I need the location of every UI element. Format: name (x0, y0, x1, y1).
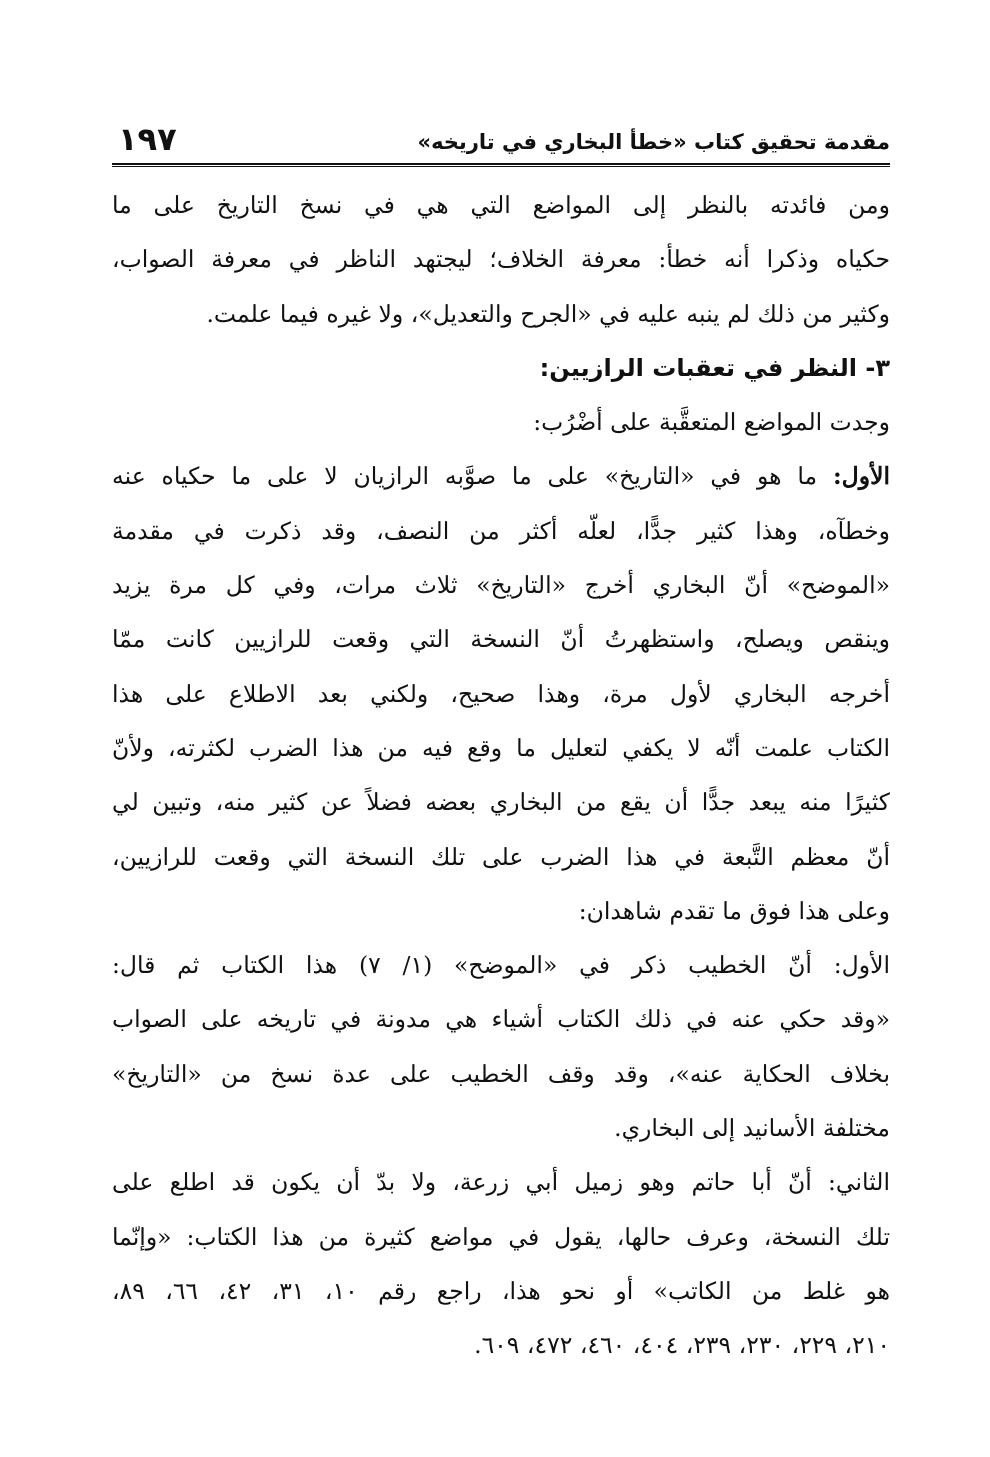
text-line (112, 667, 890, 721)
text-line (112, 830, 890, 884)
text-line (112, 612, 890, 666)
text-line (112, 449, 890, 503)
text-line (112, 884, 890, 938)
text-line (112, 938, 890, 992)
text-line (112, 1264, 890, 1318)
text-line (112, 558, 890, 612)
text-line (112, 287, 890, 341)
header-rule (112, 163, 890, 167)
line-text: تلك النسخة، وعرف حالها، يقول في مواضع كثيرة من هذا الكتاب: «وإنّما (112, 1222, 890, 1251)
line-text: وعلى هذا فوق ما تقدم شاهدان: (578, 896, 890, 925)
line-text: مختلفة الأسانيد إلى البخاري. (614, 1114, 890, 1143)
text-line (112, 1155, 890, 1209)
text-line (112, 1210, 890, 1264)
line-text: أنّ معظم التَّبعة في هذا الضرب على تلك النسخة التي وقعت للرازيين، (112, 842, 890, 871)
text-line (112, 395, 890, 449)
line-text: «الموضح» أنّ البخاري أخرج «التاريخ» ثلاث مرات، وفي كل مرة يزيد (112, 571, 890, 600)
line-text: ما هو في «التاريخ» على ما صوَّبه الرازيان لا على ما حكياه عنه (112, 462, 833, 491)
line-text: «وقد حكي عنه في ذلك الكتاب أشياء هي مدونة في تاريخه على الصواب (112, 1005, 890, 1034)
page-number: ١٩٧ (118, 120, 177, 158)
body-text (112, 178, 890, 1373)
line-text: وينقص ويصلح، واستظهرتُ أنّ النسخة التي وقعت للرازيين كانت ممّا (112, 625, 890, 654)
line-text: بخلاف الحكاية عنه»، وقد وقف الخطيب على عدة نسخ من «التاريخ» (112, 1059, 890, 1088)
text-line (112, 178, 890, 232)
line-text: الثاني: أنّ أبا حاتم وهو زميل أبي زرعة، ولا بدّ أن يكون قد اطلع على (112, 1168, 890, 1197)
line-text: ٣- النظر في تعقبات الرازيين: (539, 353, 890, 382)
text-line (112, 504, 890, 558)
line-text: وخطآه، وهذا كثير جدًّا، لعلّه أكثر من النصف، وقد ذكرت في مقدمة (112, 516, 890, 545)
text-line (112, 992, 890, 1046)
text-line (112, 1101, 890, 1155)
text-line (112, 1318, 890, 1372)
line-text: وجدت المواضع المتعقَّبة على أضْرُب: (533, 408, 890, 437)
line-lead-word: الأول: (832, 462, 890, 491)
line-text: وكثير من ذلك لم ينبه عليه في «الجرح والتعديل»، ولا غيره فيما علمت. (206, 299, 890, 328)
text-line (112, 721, 890, 775)
section-heading (112, 341, 890, 395)
line-text: كثيرًا منه يبعد جدًّا أن يقع من البخاري بعضه فضلاً عن كثير منه، وتبين لي (112, 788, 890, 817)
line-text: ٢١٠، ٢٢٩، ٢٣٠، ٢٣٩، ٤٠٤، ٤٦٠، ٤٧٢، ٦٠٩. (474, 1331, 890, 1360)
running-header (112, 110, 890, 160)
text-line (112, 775, 890, 829)
text-line (112, 1047, 890, 1101)
line-text: أخرجه البخاري لأول مرة، وهذا صحيح، ولكني بعد الاطلاع على هذا (112, 679, 890, 708)
line-text: ومن فائدته بالنظر إلى المواضع التي هي في نسخ التاريخ على ما (112, 191, 890, 219)
line-text: حكياه وذكرا أنه خطأ: معرفة الخلاف؛ ليجتهد الناظر في معرفة الصواب، (112, 245, 890, 274)
line-text: الأول: أنّ الخطيب ذكر في «الموضح» (١/ ٧) هذا الكتاب ثم قال: (112, 951, 890, 980)
line-text: الكتاب علمت أنّه لا يكفي لتعليل ما وقع فيه من هذا الضرب لكثرته، ولأنّ (112, 733, 890, 762)
running-title: مقدمة تحقيق كتاب «خطأ البخاري في تاريخه» (417, 130, 890, 154)
line-text: هو غلط من الكاتب» أو نحو هذا، راجع رقم ١٠، ٣١، ٤٢، ٦٦، ٨٩، (112, 1276, 890, 1305)
text-line (112, 232, 890, 286)
